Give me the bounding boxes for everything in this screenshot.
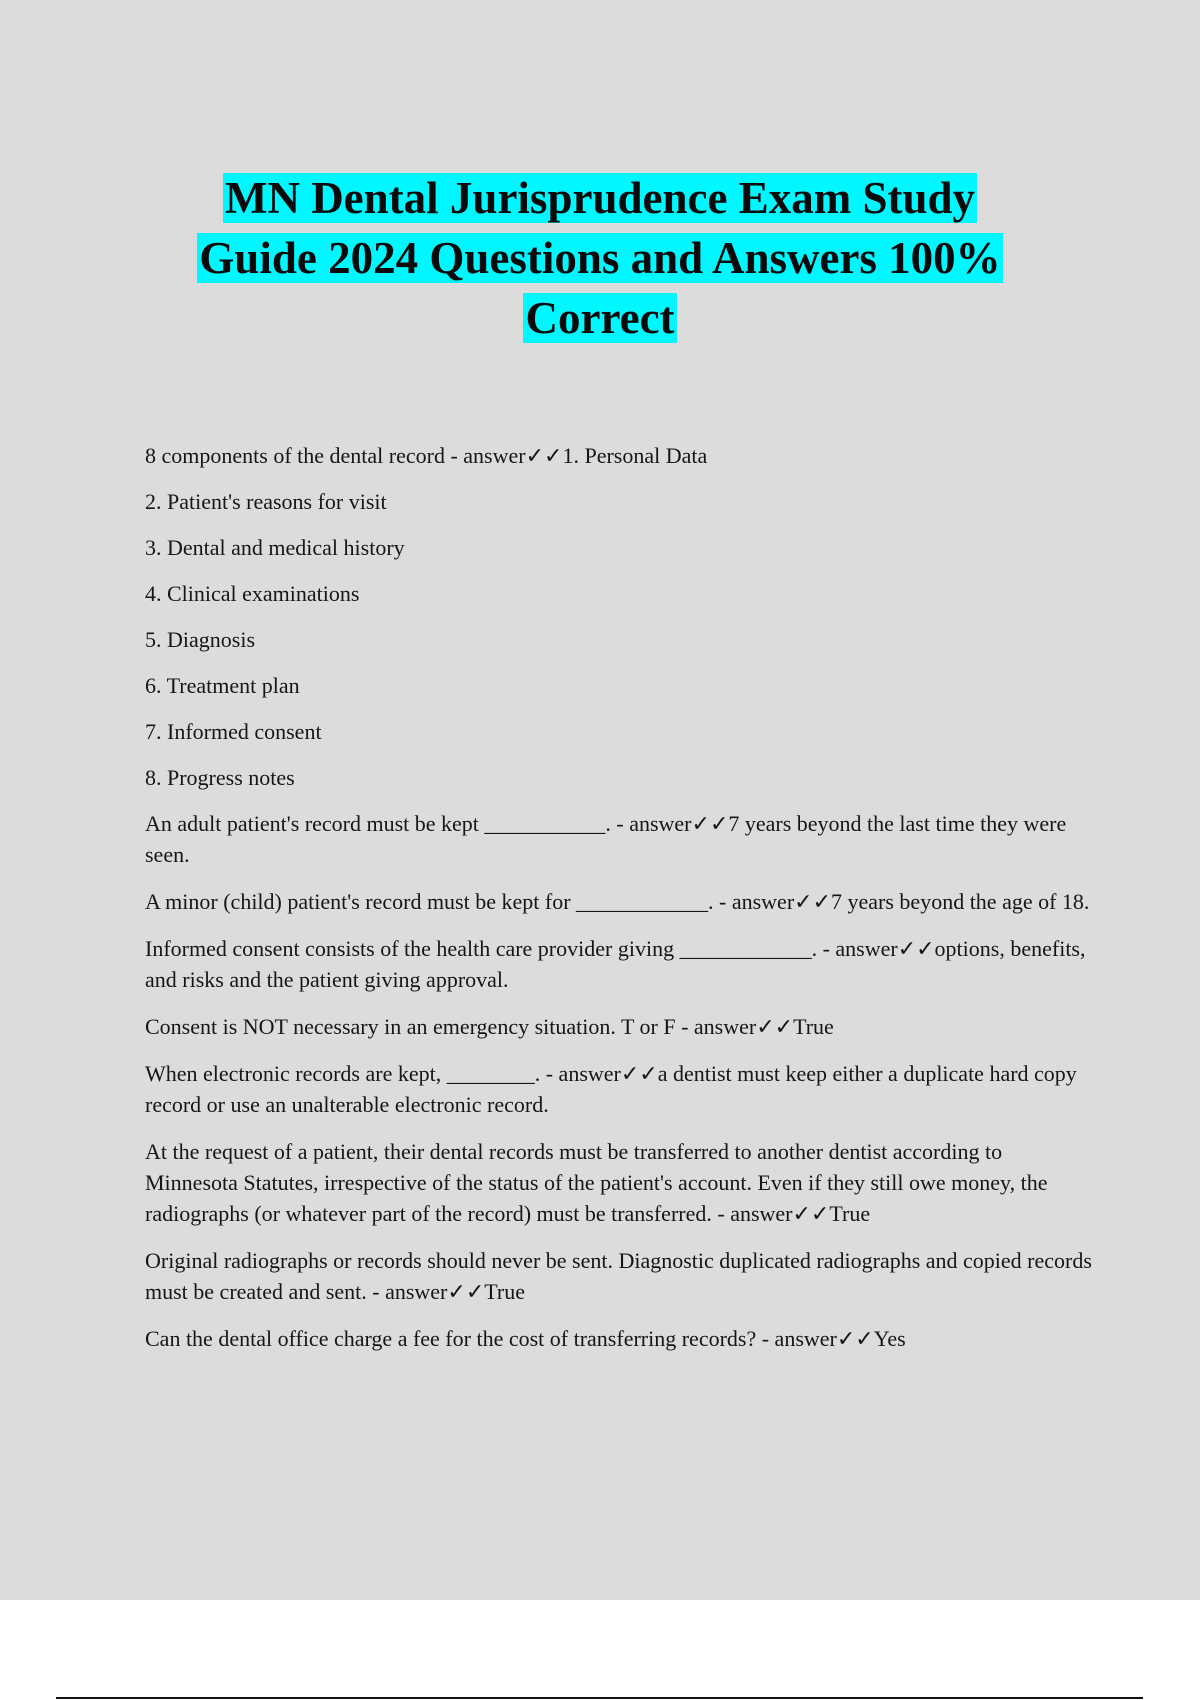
title-line: MN Dental Jurisprudence Exam Study <box>224 173 976 223</box>
list-item: 3. Dental and medical history <box>145 535 405 560</box>
title-line: Correct <box>525 293 675 343</box>
question-answer: Consent is NOT necessary in an emergency situation. T or F - answer✓✓True <box>145 1014 834 1039</box>
list-item: 2. Patient's reasons for visit <box>145 489 387 514</box>
question-answer: At the request of a patient, their dental records must be transferred to another dentist according to Minnesota Statutes, irrespective of the status of the patient's account. Even if they still owe money, the radiographs (or whatever part of the record) must be transferred. - answer✓✓True <box>145 1139 1048 1226</box>
question-answer: When electronic records are kept, ________. - answer✓✓a dentist must keep either a duplicate hard copy record or use an unalterable electronic record. <box>145 1061 1077 1117</box>
document-body <box>145 440 1095 1370</box>
question-answer: Can the dental office charge a fee for the cost of transferring records? - answer✓✓Yes <box>145 1326 906 1351</box>
title-line: Guide 2024 Questions and Answers 100% <box>199 233 1001 283</box>
list-item: 4. Clinical examinations <box>145 581 360 606</box>
question-answer: Informed consent consists of the health care provider giving ____________. - answer✓✓options, benefits, and risks and the patient giving approval. <box>145 936 1086 992</box>
question-answer: A minor (child) patient's record must be kept for ____________. - answer✓✓7 years beyond the age of 18. <box>145 889 1090 914</box>
list-item: 8. Progress notes <box>145 765 295 790</box>
question-answer: 8 components of the dental record - answer✓✓1. Personal Data <box>145 443 708 468</box>
document-title <box>100 168 1100 348</box>
question-answer: Original radiographs or records should never be sent. Diagnostic duplicated radiographs and copied records must be created and sent. - answer✓✓True <box>145 1248 1092 1304</box>
list-item: 7. Informed consent <box>145 719 322 744</box>
list-item: 6. Treatment plan <box>145 673 300 698</box>
page-divider <box>56 1697 1143 1699</box>
list-item: 5. Diagnosis <box>145 627 255 652</box>
question-answer: An adult patient's record must be kept ___________. - answer✓✓7 years beyond the last time they were seen. <box>145 811 1067 867</box>
